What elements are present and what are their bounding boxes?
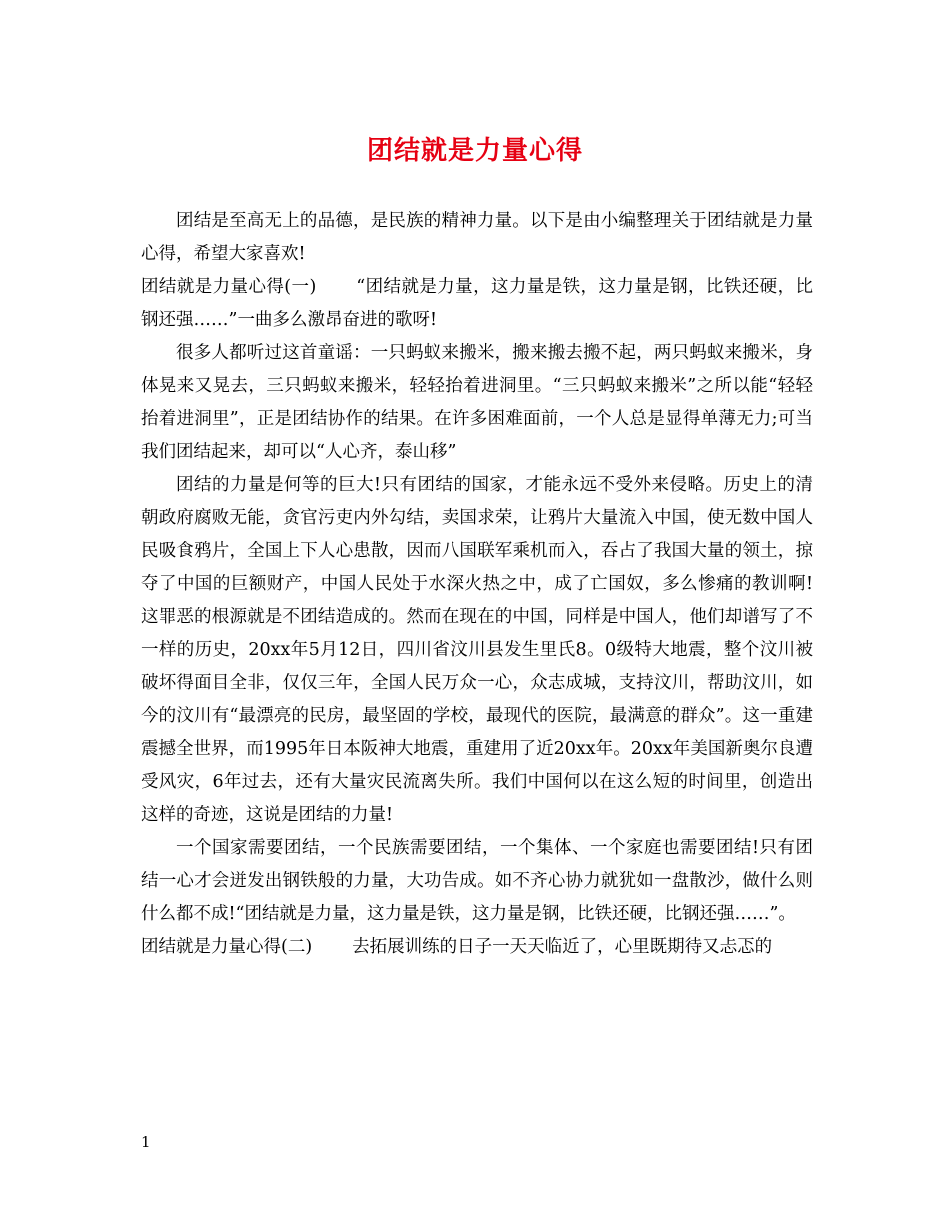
section-2-heading: 团结就是力量心得(二) — [141, 937, 313, 957]
document-body — [141, 205, 813, 964]
section-1-paragraph — [141, 271, 813, 337]
ant-paragraph: 很多人都听过这首童谣：一只蚂蚁来搬米，搬来搬去搬不起，两只蚂蚁来搬米，身体晃来又晃去，三只蚂蚁来搬米，轻轻抬着进洞里。“三只蚂蚁来搬米”之所以能“轻轻抬着进洞里”，正是团结协作的结果。在许多困难面前，一个人总是显得单薄无力;可当我们团结起来，却可以“人心齐，泰山移” — [141, 343, 813, 462]
page-number: 1 — [141, 1133, 151, 1151]
history-paragraph: 团结的力量是何等的巨大!只有团结的国家，才能永远不受外来侵略。历史上的清朝政府腐败无能，贪官污吏内外勾结，卖国求荣，让鸦片大量流入中国，使无数中国人民吸食鸦片，全国上下人心患散，因而八国联军乘机而入，吞占了我国大量的领土，掠夺了中国的巨额财产，中国人民处于水深火热之中，成了亡国奴，多么惨痛的教训啊!这罪恶的根源就是不团结造成的。然而在现在的中国，同样是中国人，他们却谱写了不一样的历史，20xx年5月12日，四川省汶川县发生里氏8。0级特大地震，整个汶川被破坏得面目全非，仅仅三年，全国人民万众一心，众志成城，支持汶川，帮助汶川，如今的汶川有“最漂亮的民房，最坚固的学校，最现代的医院，最满意的群众”。这一重建震撼全世界，而1995年日本阪神大地震，重建用了近20xx年。20xx年美国新奥尔良遭受风灾，6年过去，还有大量灾民流离失所。我们中国何以在这么短的时间里，创造出这样的奇迹，这说是团结的力量! — [141, 475, 813, 825]
section-2-paragraph — [141, 931, 813, 964]
section-1-heading: 团结就是力量心得(一) — [141, 277, 317, 297]
intro-paragraph: 团结是至高无上的品德，是民族的精神力量。以下是由小编整理关于团结就是力量心得，希望大家喜欢! — [141, 211, 813, 264]
section-2-text: 去拓展训练的日子一天天临近了，心里既期待又忐忑的 — [352, 937, 773, 957]
document-title: 团结就是力量心得 — [366, 136, 583, 166]
section-1-text: “团结就是力量，这力量是铁，这力量是钢，比铁还硬，比钢还强……”一曲多么激昂奋进的歌呀! — [141, 277, 813, 330]
unity-paragraph: 一个国家需要团结，一个民族需要团结，一个集体、一个家庭也需要团结!只有团结一心才会迸发出钢铁般的力量，大功告成。如不齐心协力就犹如一盘散沙，做什么则什么都不成!“团结就是力量，这力量是铁，这力量是钢，比铁还硬，比钢还强……”。 — [141, 838, 813, 924]
